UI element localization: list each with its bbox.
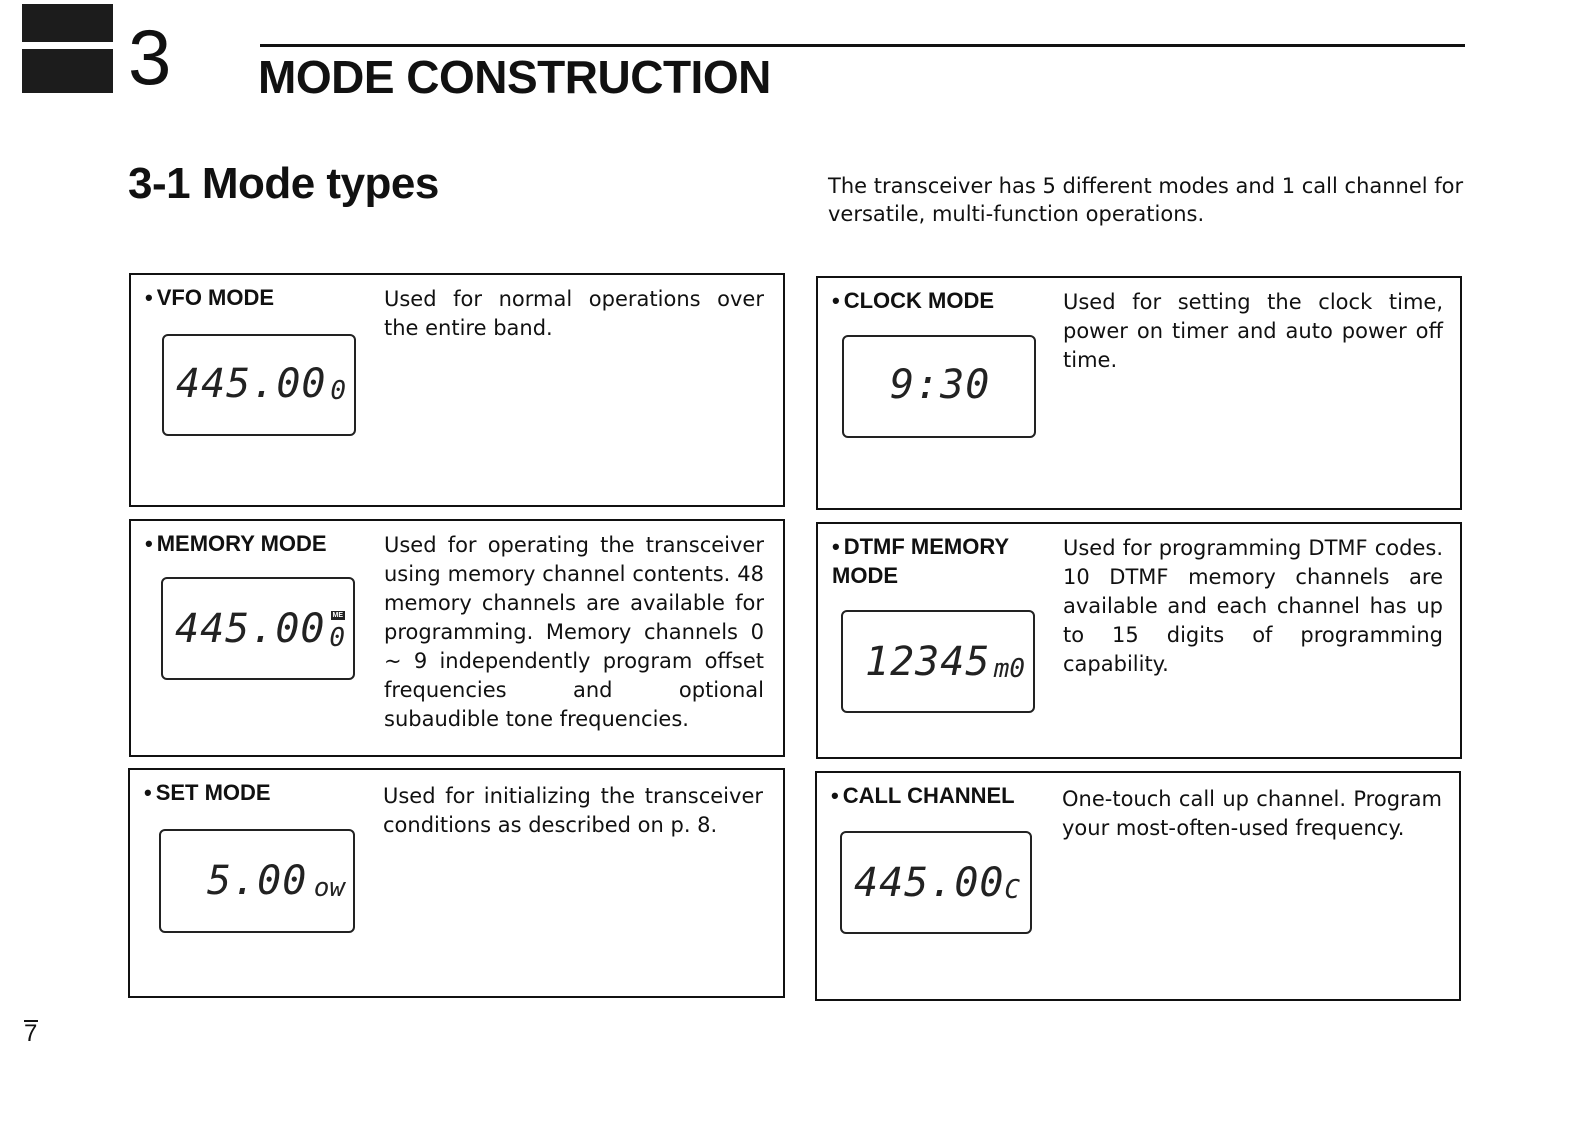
page-number: 7 (24, 1020, 38, 1047)
lcd-display (840, 831, 1032, 934)
lcd-frequency: 445.00 (175, 606, 326, 652)
mode-label: • SET MODE (144, 780, 271, 805)
mode-description: Used for normal operations over the entire band. (384, 287, 764, 340)
lcd-dtmf-code: 12345 (865, 639, 991, 685)
section-intro: The transceiver has 5 different modes and 1 call channel for versatile, multi-function operations. (828, 174, 1464, 226)
mode-box-vfo (129, 273, 785, 507)
mode-label: • MEMORY MODE (145, 531, 327, 556)
bullet-icon: • (832, 288, 840, 313)
section-title: 3-1 Mode types (128, 159, 439, 208)
chapter-rule (260, 44, 1465, 47)
lcd-display (842, 335, 1036, 438)
mode-description: Used for operating the transceiver using memory channel contents. 48 memory channels are available for programming. Memory channels 0 ~ 9 independently program offset frequencies and optional subaudible tone frequencies. (384, 533, 764, 731)
bullet-icon: • (145, 285, 153, 310)
chapter-tab-marker (22, 4, 113, 42)
chapter-tab-marker (22, 49, 113, 93)
lcd-offset: 5.00 (207, 858, 308, 904)
lcd-frequency: 445.00 (176, 361, 327, 407)
mode-description: One-touch call up channel. Program your most-often-used frequency. (1062, 787, 1442, 840)
bullet-icon: • (831, 783, 839, 808)
lcd-display (159, 829, 355, 933)
bullet-icon: • (832, 534, 840, 559)
mode-label: • CLOCK MODE (832, 288, 995, 313)
mode-description: Used for setting the clock time, power on timer and auto power off time. (1063, 290, 1443, 372)
lcd-display (162, 334, 356, 436)
mode-box-set (128, 768, 785, 998)
lcd-call-indicator: C (1004, 875, 1020, 905)
mode-box-memory (129, 519, 785, 757)
lcd-setting: ow (313, 873, 345, 903)
bullet-icon: • (144, 780, 152, 805)
mode-description: Used for initializing the transceiver conditions as described on p. 8. (383, 784, 763, 837)
lcd-channel: m0 (993, 654, 1025, 684)
mode-label: • VFO MODE (145, 285, 275, 310)
mode-label: • DTMF MEMORY MODE (832, 534, 1009, 588)
chapter-number: 3 (128, 13, 172, 101)
mode-label: • CALL CHANNEL (831, 783, 1015, 808)
memory-indicator-badge: ME (332, 612, 343, 619)
mode-box-call-channel (815, 771, 1461, 1001)
mode-box-dtmf-memory (816, 522, 1462, 759)
lcd-frequency: 445.00 (854, 860, 1005, 906)
mode-description: Used for programming DTMF codes. 10 DTMF memory channels are available and each channel has up to 15 digits of programming capability. (1063, 536, 1443, 676)
lcd-channel: 0 (329, 623, 345, 653)
chapter-title: MODE CONSTRUCTION (258, 51, 771, 103)
bullet-icon: • (145, 531, 153, 556)
lcd-channel: 0 (330, 376, 346, 406)
lcd-clock: 9:30 (890, 362, 991, 408)
lcd-display (841, 610, 1035, 713)
mode-box-clock (816, 276, 1462, 510)
lcd-display (161, 577, 355, 680)
